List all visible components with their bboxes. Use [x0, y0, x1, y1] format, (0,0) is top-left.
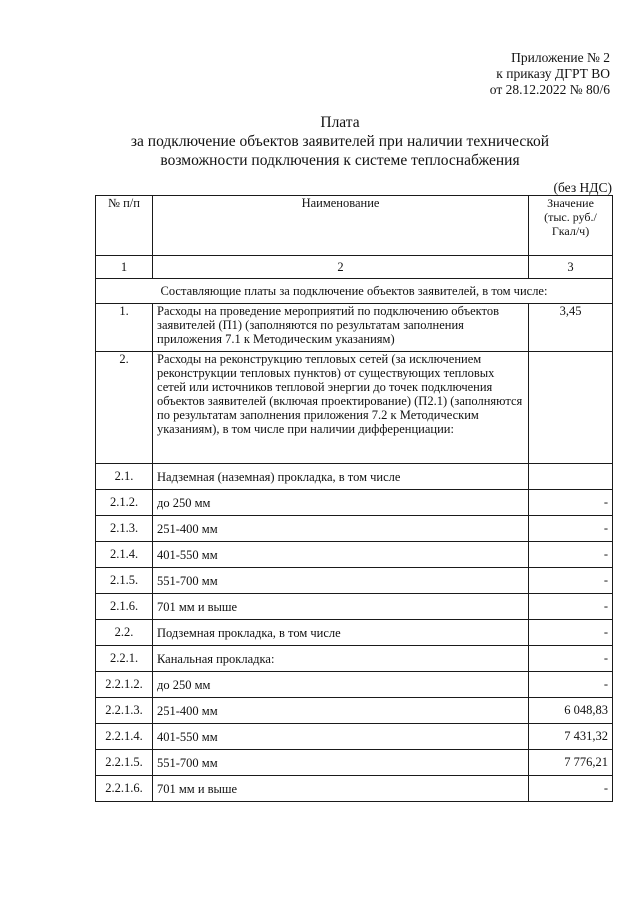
table-row [96, 672, 613, 698]
row-name: 551-700 мм [153, 750, 529, 776]
row-name: Расходы на проведение мероприятий по подключению объектов заявителей (П1) (заполняются по результатам заполнения приложения 7.1 к Методическим указаниям) [153, 304, 529, 352]
table-row [96, 542, 613, 568]
row-number: 2.1.4. [96, 542, 153, 568]
row-value: 7 776,21 [529, 750, 613, 776]
row-name: 401-550 мм [153, 542, 529, 568]
vat-note: (без НДС) [553, 180, 612, 195]
row-number: 2. [96, 352, 153, 464]
header-num: № п/п [96, 196, 153, 256]
row-name: 251-400 мм [153, 698, 529, 724]
row-value: 3,45 [529, 304, 613, 352]
row-value: 7 431,32 [529, 724, 613, 750]
table-header-row [96, 196, 613, 256]
section-title: Составляющие платы за подключение объектов заявителей, в том числе: [96, 279, 613, 304]
header-name: Наименование [153, 196, 529, 256]
row-value: - [529, 490, 613, 516]
column-index-row [96, 256, 613, 279]
appendix-line-3: от 28.12.2022 № 80/6 [489, 82, 610, 97]
row-name: 701 мм и выше [153, 594, 529, 620]
title-line-3: возможности подключения к системе теплоснабжения [160, 152, 520, 169]
column-index: 1 [96, 256, 153, 279]
row-name: 401-550 мм [153, 724, 529, 750]
fee-table [95, 195, 613, 802]
appendix-line-1: Приложение № 2 [511, 50, 610, 65]
row-name: 701 мм и выше [153, 776, 529, 802]
row-name: 251-400 мм [153, 516, 529, 542]
appendix-header [490, 50, 610, 98]
appendix-line-2: к приказу ДГРТ ВО [496, 66, 610, 81]
row-number: 1. [96, 304, 153, 352]
row-name: до 250 мм [153, 672, 529, 698]
row-value: - [529, 620, 613, 646]
row-value: - [529, 672, 613, 698]
row-value [529, 464, 613, 490]
table-row [96, 464, 613, 490]
row-number: 2.2. [96, 620, 153, 646]
row-name: Расходы на реконструкцию тепловых сетей (за исключением реконструкции тепловых пунктов) от существующих тепловых сетей или источников тепловой энергии до точек подключения объектов заявителей (включая проектирование) (П2.1) (заполняются по результатам заполнения приложения 7.2 к Методическим указаниям), в том числе при наличии дифференциации: [153, 352, 529, 464]
document-title [80, 113, 600, 170]
row-number: 2.2.1. [96, 646, 153, 672]
row-number: 2.1.3. [96, 516, 153, 542]
table-row [96, 352, 613, 464]
row-number: 2.1.5. [96, 568, 153, 594]
row-name: 551-700 мм [153, 568, 529, 594]
table-row [96, 490, 613, 516]
row-number: 2.1.2. [96, 490, 153, 516]
row-value: - [529, 646, 613, 672]
row-name: до 250 мм [153, 490, 529, 516]
column-index: 2 [153, 256, 529, 279]
row-value: - [529, 568, 613, 594]
section-title-row [96, 279, 613, 304]
table-row [96, 568, 613, 594]
row-name: Надземная (наземная) прокладка, в том числе [153, 464, 529, 490]
row-number: 2.2.1.2. [96, 672, 153, 698]
table-row [96, 750, 613, 776]
row-name: Канальная прокладка: [153, 646, 529, 672]
row-name: Подземная прокладка, в том числе [153, 620, 529, 646]
row-number: 2.1. [96, 464, 153, 490]
row-value: 6 048,83 [529, 698, 613, 724]
table-row [96, 698, 613, 724]
row-value: - [529, 542, 613, 568]
table-row [96, 516, 613, 542]
row-number: 2.1.6. [96, 594, 153, 620]
row-value: - [529, 516, 613, 542]
row-number: 2.2.1.3. [96, 698, 153, 724]
row-value: - [529, 594, 613, 620]
table-row [96, 724, 613, 750]
table-row [96, 776, 613, 802]
column-index: 3 [529, 256, 613, 279]
row-number: 2.2.1.4. [96, 724, 153, 750]
row-number: 2.2.1.5. [96, 750, 153, 776]
header-value: Значение (тыс. руб./Гкал/ч) [529, 196, 613, 256]
title-line-2: за подключение объектов заявителей при наличии технической [130, 133, 550, 150]
row-value: - [529, 776, 613, 802]
table-row [96, 304, 613, 352]
title-line-1: Плата [320, 114, 360, 131]
table-row [96, 620, 613, 646]
row-value [529, 352, 613, 464]
table-row [96, 646, 613, 672]
row-number: 2.2.1.6. [96, 776, 153, 802]
table-row [96, 594, 613, 620]
